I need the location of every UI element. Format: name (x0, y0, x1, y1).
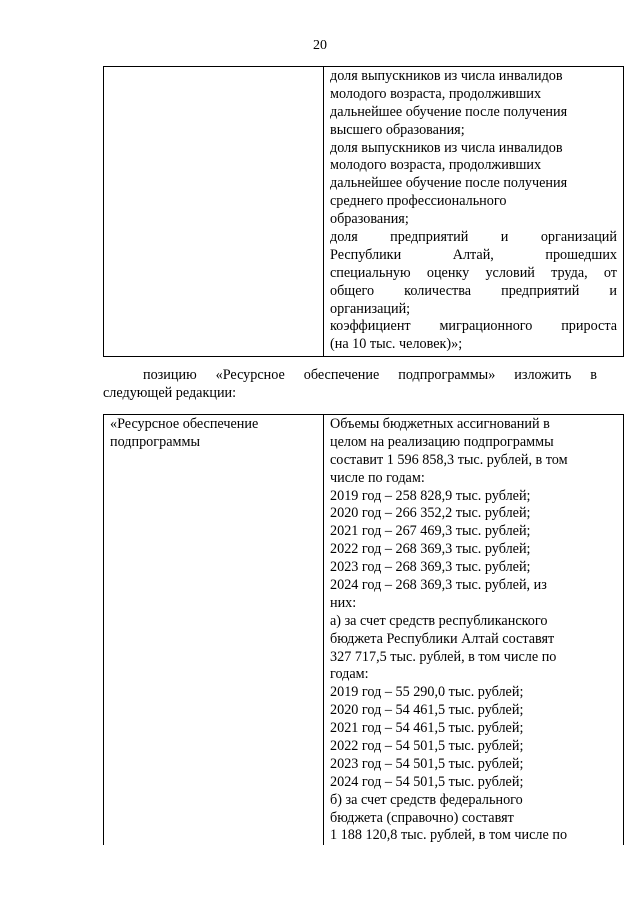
resource-table (103, 414, 624, 845)
cell-text-line: 327 717,5 тыс. рублей, в том числе по (330, 648, 557, 665)
cell-text-line: а) за счет средств республиканского (330, 612, 548, 629)
instruction-line: позицию «Ресурсное обеспечение подпрограммы» изложить в (143, 367, 597, 383)
cell-text-line: общего количества предприятий и (330, 282, 617, 299)
cell-text-line: высшего образования; (330, 121, 465, 138)
cell-text-line: коэффициент миграционного прироста (330, 318, 617, 335)
cell-text-line: 1 188 120,8 тыс. рублей, в том числе по (330, 827, 568, 844)
resource-value-cell (324, 415, 624, 846)
cell-text-line: 2022 год – 268 369,3 тыс. рублей; (330, 541, 531, 558)
cell-text-line: бюджета Республики Алтай составят (330, 630, 555, 647)
page-number: 20 (313, 38, 327, 53)
indicators-cell (324, 67, 624, 357)
cell-text-line: 2023 год – 54 501,5 тыс. рублей; (330, 755, 524, 772)
cell-text-line: целом на реализацию подпрограммы (330, 433, 554, 450)
cell-text-line: 2019 год – 55 290,0 тыс. рублей; (330, 684, 524, 701)
cell-text-line: доля выпускников из числа инвалидов (330, 68, 563, 84)
cell-text-line: молодого возраста, продолживших (330, 157, 542, 174)
cell-text-line: годам: (330, 666, 369, 683)
table-row (104, 415, 624, 846)
cell-text-line: подпрограммы (110, 433, 200, 450)
cell-text-line: специальную оценку условий труда, от (330, 264, 617, 281)
cell-text-line: бюджета (справочно) составят (330, 809, 514, 826)
cell-text-line: б) за счет средств федерального (330, 791, 523, 808)
cell-text-line: молодого возраста, продолживших (330, 85, 542, 102)
resource-label-cell (104, 415, 324, 846)
cell-text-line: доля предприятий и организаций (330, 229, 617, 246)
instruction-line: следующей редакции: (103, 385, 237, 401)
cell-text-line: 2021 год – 54 461,5 тыс. рублей; (330, 720, 524, 737)
cell-text-line: образования; (330, 211, 409, 228)
cell-text-line: 2019 год – 258 828,9 тыс. рублей; (330, 487, 531, 504)
cell-text-line: 2020 год – 266 352,2 тыс. рублей; (330, 505, 531, 522)
cell-text-line: «Ресурсное обеспечение (110, 416, 259, 432)
cell-text-line: 2021 год – 267 469,3 тыс. рублей; (330, 523, 531, 540)
cell-text-line: среднего профессионального (330, 193, 507, 210)
table-cell-empty (104, 67, 324, 357)
cell-text-line: 2023 год – 268 369,3 тыс. рублей; (330, 559, 531, 576)
cell-text-line: дальнейшее обучение после получения (330, 103, 568, 120)
table-row (104, 67, 624, 357)
cell-text-line: числе по годам: (330, 469, 425, 486)
cell-text-line: 2022 год – 54 501,5 тыс. рублей; (330, 738, 524, 755)
cell-text-line: дальнейшее обучение после получения (330, 175, 568, 192)
cell-text-line: (на 10 тыс. человек)»; (330, 336, 463, 353)
cell-text-line: Республики Алтай, прошедших (330, 246, 617, 263)
cell-text-line: 2020 год – 54 461,5 тыс. рублей; (330, 702, 524, 719)
cell-text-line: Объемы бюджетных ассигнований в (330, 416, 550, 432)
cell-text-line: 2024 год – 268 369,3 тыс. рублей, из (330, 577, 547, 594)
cell-text-line: составит 1 596 858,3 тыс. рублей, в том (330, 451, 568, 468)
cell-text-line: них: (330, 594, 357, 611)
cell-text-line: организаций; (330, 300, 411, 317)
indicators-table (103, 66, 624, 357)
cell-text-line: 2024 год – 54 501,5 тыс. рублей; (330, 773, 524, 790)
cell-text-line: доля выпускников из числа инвалидов (330, 139, 563, 156)
